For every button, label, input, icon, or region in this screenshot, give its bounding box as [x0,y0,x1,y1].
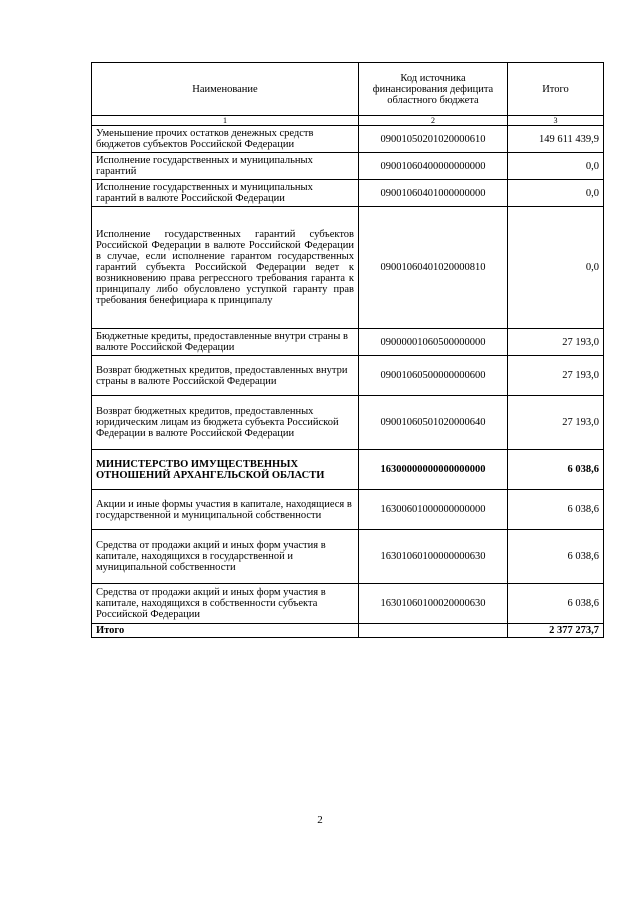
column-number: 1 [92,116,359,126]
table-row [92,356,604,396]
table-row [92,490,604,530]
row-total: 27 193,0 [508,396,604,450]
row-name: Акции и иные формы участия в капитале, находящиеся в государственной и муниципальной собственности [92,490,359,530]
row-total: 27 193,0 [508,356,604,396]
table-row [92,530,604,584]
total-label: Итого [92,624,359,638]
table-row [92,126,604,153]
row-code: 09001060500000000600 [359,356,508,396]
row-code: 09001060501020000640 [359,396,508,450]
row-name: Исполнение государственных и муниципальных гарантий в валюте Российской Федерации [92,180,359,207]
header-total: Итого [508,63,604,116]
row-code: 09000001060500000000 [359,329,508,356]
table-row [92,180,604,207]
row-code: 09001050201020000610 [359,126,508,153]
table-row [92,396,604,450]
row-code: 09001060401000000000 [359,180,508,207]
header-row [92,63,604,116]
table-row [92,207,604,329]
row-total: 6 038,6 [508,450,604,490]
row-name: Исполнение государственных и муниципальных гарантий [92,153,359,180]
row-total: 0,0 [508,207,604,329]
row-total: 0,0 [508,180,604,207]
row-name: Возврат бюджетных кредитов, предоставленных юридическим лицам из бюджета субъекта Российской Федерации в валюте Российской Федерации [92,396,359,450]
row-name: МИНИСТЕРСТВО ИМУЩЕСТВЕННЫХ ОТНОШЕНИЙ АРХАНГЕЛЬСКОЙ ОБЛАСТИ [92,450,359,490]
total-row [92,624,604,638]
row-code: 16300601000000000000 [359,490,508,530]
header-code: Код источника финансирования дефицита областного бюджета [359,63,508,116]
row-name: Бюджетные кредиты, предоставленные внутри страны в валюте Российской Федерации [92,329,359,356]
row-code: 16301060100020000630 [359,584,508,624]
budget-table [91,62,604,638]
row-name: Исполнение государственных гарантий субъектов Российской Федерации в валюте Российской Федерации в случае, если исполнение гарантом государственных гарантий субъекта Российской Федерации ведет к возникновению права регрессного требования гаранта к принципалу либо обусловлено уступкой гаранту прав требования бенефициара к принципалу [92,207,359,329]
table-row [92,153,604,180]
row-total: 6 038,6 [508,530,604,584]
row-total: 6 038,6 [508,584,604,624]
row-code: 09001060401020000810 [359,207,508,329]
column-number-row [92,116,604,126]
row-total: 6 038,6 [508,490,604,530]
row-name: Средства от продажи акций и иных форм участия в капитале, находящихся в собственности субъекта Российской Федерации [92,584,359,624]
row-total: 149 611 439,9 [508,126,604,153]
table-row [92,584,604,624]
table-row-ministry [92,450,604,490]
row-name: Возврат бюджетных кредитов, предоставленных внутри страны в валюте Российской Федерации [92,356,359,396]
table-row [92,329,604,356]
row-total: 0,0 [508,153,604,180]
column-number: 2 [359,116,508,126]
column-number: 3 [508,116,604,126]
row-code: 16301060100000000630 [359,530,508,584]
total-code [359,624,508,638]
row-name: Уменьшение прочих остатков денежных средств бюджетов субъектов Российской Федерации [92,126,359,153]
row-code: 09001060400000000000 [359,153,508,180]
row-name: Средства от продажи акций и иных форм участия в капитале, находящихся в государственной и муниципальной собственности [92,530,359,584]
row-total: 27 193,0 [508,329,604,356]
page-number: 2 [317,814,323,826]
header-name: Наименование [92,63,359,116]
row-code: 16300000000000000000 [359,450,508,490]
grand-total: 2 377 273,7 [508,624,604,638]
